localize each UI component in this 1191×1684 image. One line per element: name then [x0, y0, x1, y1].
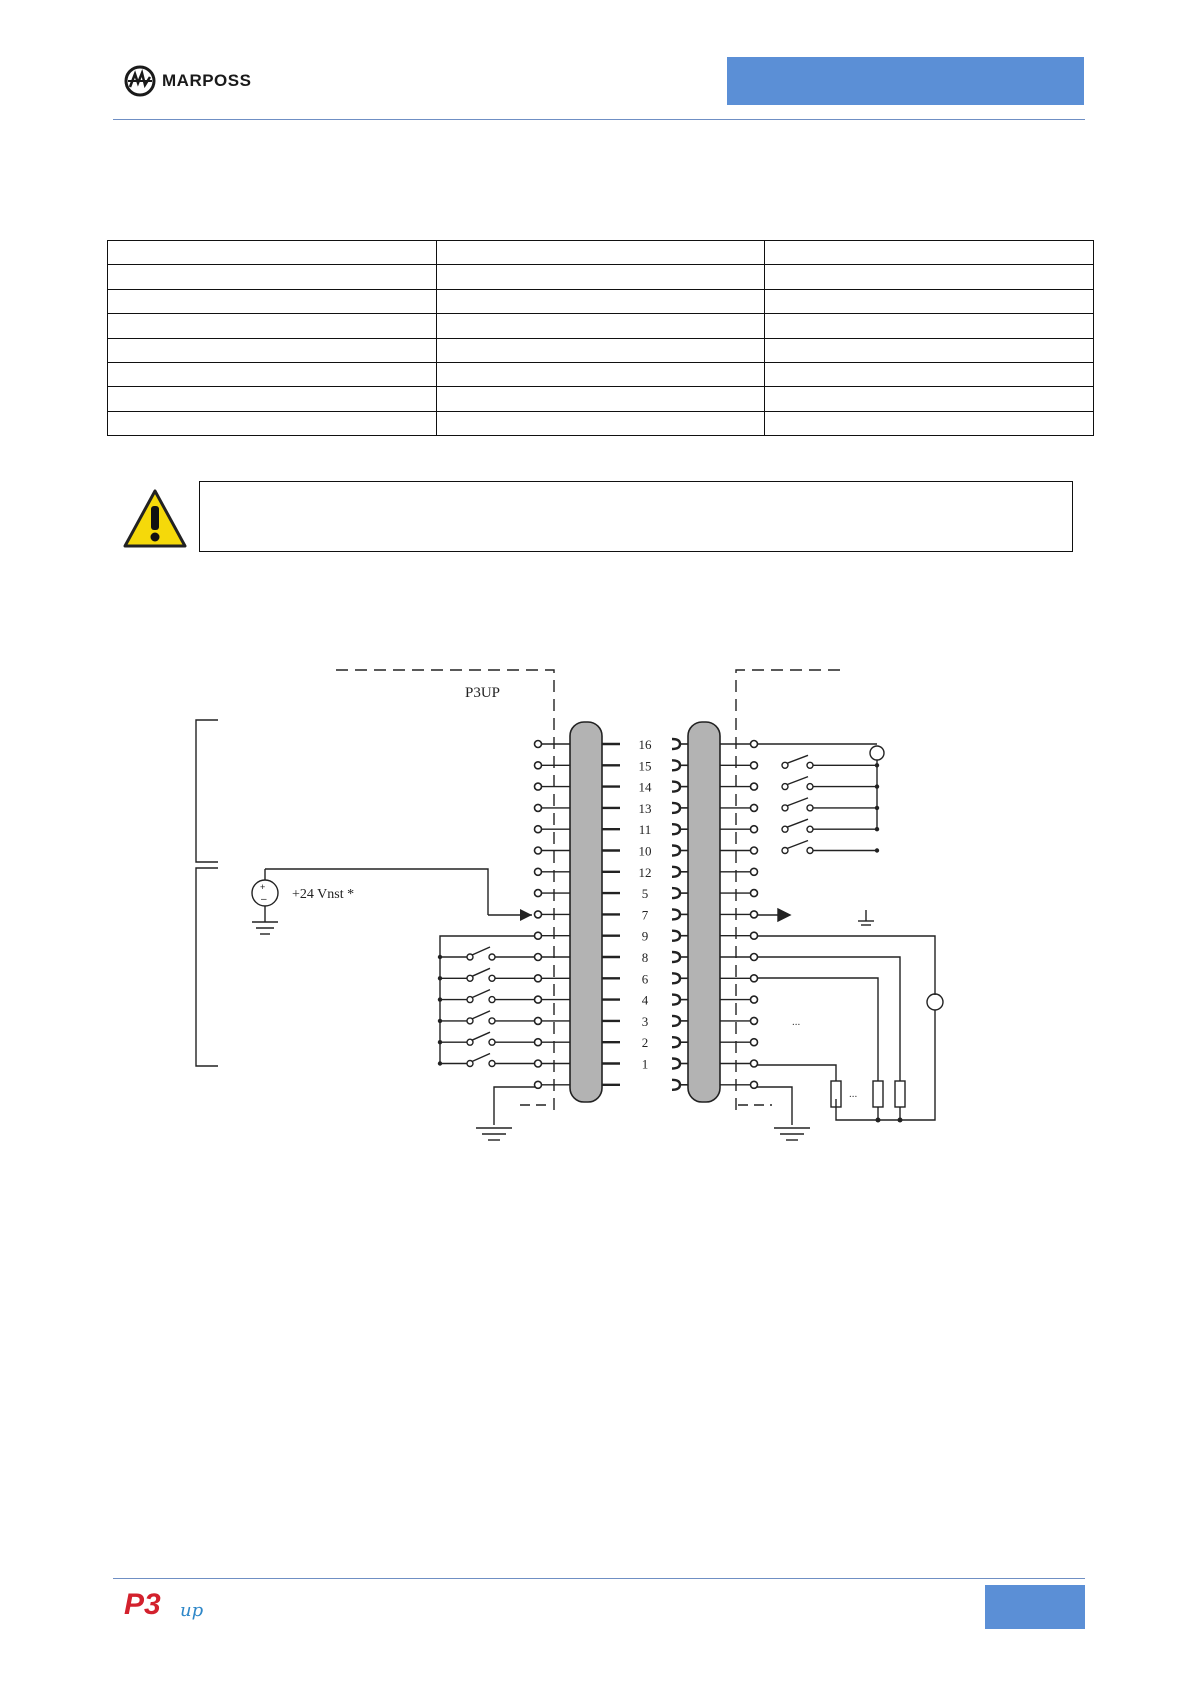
table-cell: [108, 265, 437, 289]
input-switch-blade: [472, 947, 490, 955]
left-terminal: [535, 911, 542, 918]
input-switch-blade: [472, 1011, 490, 1019]
output-switch-blade: [787, 841, 808, 849]
right-terminal: [751, 868, 758, 875]
output-switch-contact: [807, 762, 813, 768]
table-cell: [765, 289, 1094, 313]
pin-number-label: 8: [641, 950, 649, 965]
up-logo-text: up: [180, 1600, 204, 1621]
table-cell: [436, 411, 765, 435]
left-terminal: [535, 996, 542, 1003]
right-terminal: [751, 762, 758, 769]
output-switch-contact: [807, 848, 813, 854]
left-terminal: [535, 1017, 542, 1024]
right-terminal: [751, 975, 758, 982]
table-cell: [108, 387, 437, 411]
table-row: [108, 338, 1094, 362]
table-cell: [436, 241, 765, 265]
right-socket: [672, 1037, 680, 1047]
right-terminal: [751, 996, 758, 1003]
pin-number-label: 1: [641, 1056, 649, 1072]
right-socket: [672, 1059, 680, 1069]
warning-triangle-icon: [122, 488, 188, 550]
left-terminal: [535, 783, 542, 790]
table-row: [108, 387, 1094, 411]
input-switch-contact: [489, 997, 495, 1003]
pin-number-label: 15: [638, 758, 652, 774]
left-terminal: [535, 847, 542, 854]
header-band: [727, 57, 1084, 105]
p3-logo-text: P3: [124, 1588, 161, 1621]
right-socket: [672, 739, 680, 749]
marposs-logo: [124, 64, 274, 98]
footer-divider: [113, 1578, 1085, 1579]
pin-number-label: 11: [638, 822, 652, 838]
left-terminal: [535, 826, 542, 833]
table-row: [108, 362, 1094, 386]
left-terminal: [535, 762, 542, 769]
table-cell: [765, 387, 1094, 411]
pin-number-label: 14: [638, 779, 652, 795]
output-switch-blade: [787, 819, 808, 827]
pin-number-label: 2: [641, 1035, 649, 1051]
p3up-logo: [124, 1588, 224, 1628]
right-terminal: [751, 741, 758, 748]
svg-text:+: +: [260, 882, 266, 892]
table-cell: [765, 314, 1094, 338]
table-row: [108, 411, 1094, 435]
pin-number-label: 6: [641, 971, 649, 987]
table-cell: [765, 411, 1094, 435]
pin-number-label: 16: [638, 737, 652, 752]
right-socket: [672, 973, 680, 983]
right-terminal: [751, 826, 758, 833]
connector-left-body: [570, 722, 602, 1102]
input-switch-blade: [472, 990, 490, 998]
brand-name: MARPOSS: [162, 71, 252, 90]
pin-number-label: 5: [641, 886, 649, 902]
ellipsis-label: ...: [792, 1016, 801, 1028]
input-switch-contact: [489, 1039, 495, 1045]
output-switch-blade: [787, 798, 808, 806]
table-cell: [436, 265, 765, 289]
svg-text:–: –: [261, 894, 267, 905]
left-terminal: [535, 932, 542, 939]
input-switch-contact: [489, 1061, 495, 1067]
table-cell: [108, 314, 437, 338]
right-socket: [672, 909, 680, 919]
table-cell: [108, 289, 437, 313]
right-terminal: [751, 911, 758, 918]
left-terminal: [535, 890, 542, 897]
right-terminal: [751, 804, 758, 811]
output-switch-contact: [807, 784, 813, 790]
right-socket: [672, 824, 680, 834]
table-cell: [436, 289, 765, 313]
right-terminal: [751, 890, 758, 897]
left-terminal: [535, 1081, 542, 1088]
table-row: [108, 265, 1094, 289]
table-cell: [765, 338, 1094, 362]
right-socket: [672, 1016, 680, 1026]
table-cell: [765, 362, 1094, 386]
right-socket: [672, 888, 680, 898]
input-switch-contact: [489, 1018, 495, 1024]
table-cell: [765, 241, 1094, 265]
pin-number-label: 13: [638, 800, 652, 816]
pin-number-label: 10: [638, 843, 652, 859]
right-socket: [672, 995, 680, 1005]
table-cell: [436, 314, 765, 338]
warning-box: [199, 481, 1073, 552]
table-cell: [108, 411, 437, 435]
pin-number-label: 3: [641, 1013, 649, 1029]
table-cell: [108, 241, 437, 265]
pin-number-label: 7: [641, 907, 649, 923]
input-switch-blade: [472, 968, 490, 976]
table-cell: [108, 338, 437, 362]
arrow-input-icon: [520, 909, 532, 921]
right-terminal: [751, 954, 758, 961]
right-socket: [672, 846, 680, 856]
right-terminal: [751, 1017, 758, 1024]
table-row: [108, 314, 1094, 338]
right-socket: [672, 952, 680, 962]
right-socket: [672, 1080, 680, 1090]
footer-page-band: [985, 1585, 1085, 1629]
pin-number-label: 12: [638, 864, 652, 880]
right-terminal: [751, 783, 758, 790]
connector-right-body: [688, 722, 720, 1102]
left-terminal: [535, 804, 542, 811]
right-terminal: [751, 932, 758, 939]
left-terminal: [535, 975, 542, 982]
output-switch-blade: [787, 755, 808, 763]
left-terminal: [535, 954, 542, 961]
input-switch-contact: [489, 975, 495, 981]
table-row: [108, 241, 1094, 265]
table-row: [108, 289, 1094, 313]
right-socket: [672, 931, 680, 941]
output-switch-blade: [787, 777, 808, 785]
table-cell: [436, 387, 765, 411]
output-switch-contact: [807, 826, 813, 832]
table-cell: [108, 362, 437, 386]
marposs-logo-icon: [124, 65, 156, 97]
ellipsis-label-loads: ...: [849, 1088, 858, 1100]
output-switch-contact: [807, 805, 813, 811]
pin-number-label: 9: [641, 928, 649, 944]
input-switch-blade: [472, 1032, 490, 1040]
supply-label: +24 Vnst *: [292, 887, 355, 902]
wiring-schematic: [0, 655, 1191, 1155]
right-socket: [672, 760, 680, 770]
header-divider: [113, 119, 1085, 120]
table-cell: [765, 265, 1094, 289]
left-terminal: [535, 741, 542, 748]
left-terminal: [535, 1039, 542, 1046]
right-socket: [672, 867, 680, 877]
device-label: P3UP: [465, 685, 501, 701]
right-terminal: [751, 847, 758, 854]
left-terminal: [535, 1060, 542, 1067]
right-socket: [672, 782, 680, 792]
signal-table: [107, 240, 1094, 436]
right-socket: [672, 803, 680, 813]
input-switch-blade: [472, 1054, 490, 1062]
right-terminal: [751, 1081, 758, 1088]
right-terminal: [751, 1039, 758, 1046]
right-terminal: [751, 1060, 758, 1067]
pin-number-label: 4: [641, 992, 649, 1008]
table-cell: [436, 338, 765, 362]
left-terminal: [535, 868, 542, 875]
input-switch-contact: [489, 954, 495, 960]
table-cell: [436, 362, 765, 386]
